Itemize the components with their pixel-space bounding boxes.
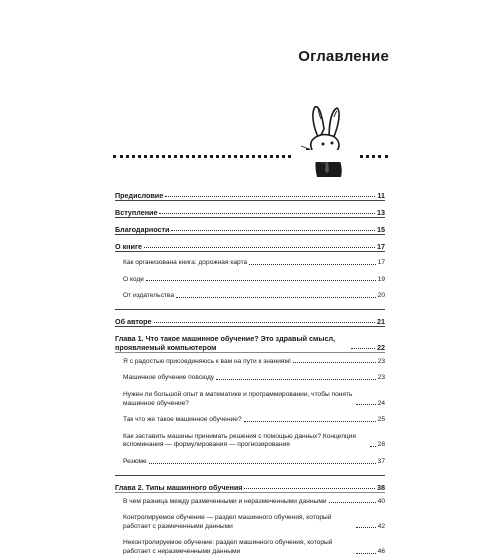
toc-subentry-page: 25 — [377, 416, 385, 424]
toc-subentry-label: От издательства — [123, 292, 175, 300]
toc-entry-page: 17 — [377, 242, 385, 251]
toc-chapter[interactable] — [115, 483, 385, 492]
toc-subentry[interactable] — [115, 416, 385, 425]
dot-leader — [356, 553, 376, 554]
toc-subentry-page: 20 — [377, 292, 385, 300]
dot-leader — [216, 379, 376, 380]
toc-subentry-label: Контролируемое обучение — раздел машинного обучения, который работает с размеченными данными — [123, 514, 355, 531]
toc-entry-page: 13 — [377, 208, 385, 217]
table-of-contents — [115, 191, 385, 557]
dot-leader — [329, 502, 376, 503]
toc-subentry-page: 42 — [377, 522, 385, 530]
toc-entry-label: Предисловие — [115, 191, 164, 200]
toc-subentry[interactable] — [115, 276, 385, 285]
toc-subentry-label: Так что же такое машинное обучение? — [123, 416, 242, 424]
dot-leader — [370, 446, 376, 447]
toc-entry[interactable] — [115, 191, 385, 200]
toc-subentry-label: Как организована книга: дорожная карта — [123, 259, 248, 266]
toc-entry-label: Вступление — [115, 208, 158, 217]
toc-subentry[interactable] — [115, 358, 385, 367]
toc-subentry-label: Я с радостью присоединяюсь к вам на пути к знаниям! — [123, 357, 291, 365]
rabbit-in-suit-icon — [297, 105, 355, 177]
dot-leader — [165, 196, 375, 197]
dot-leader — [146, 280, 376, 281]
dot-leader — [293, 362, 376, 363]
toc-chapter-label: Глава 1. Что такое машинное обучение? Это здравый смысл, проявляемый компьютером — [115, 334, 350, 352]
dot-leader — [356, 527, 376, 528]
toc-entry-page: 21 — [377, 316, 385, 326]
toc-entry-label: О книге — [115, 242, 142, 251]
dot-leader — [244, 488, 375, 489]
dot-leader — [154, 322, 375, 323]
toc-subentry[interactable] — [115, 498, 385, 507]
page-title: Оглавление — [298, 48, 389, 65]
toc-entry[interactable] — [115, 317, 385, 326]
dot-leader — [249, 264, 375, 265]
toc-entry-page: 15 — [377, 225, 385, 234]
toc-subentry[interactable] — [115, 433, 385, 450]
toc-entry[interactable] — [115, 225, 385, 234]
dot-leader — [244, 421, 376, 422]
dot-leader — [144, 247, 375, 248]
toc-subentry-label: Как заставить машины принимать решения с помощью данных? Концепция вспоминания — формулирования — прогнозирования — [123, 433, 369, 450]
toc-chapter-page: 38 — [377, 482, 385, 492]
dot-leader — [159, 213, 375, 214]
toc-subentry-page: 28 — [377, 441, 385, 449]
toc-subentry[interactable] — [115, 292, 385, 301]
toc-subentry-page: 17 — [377, 259, 385, 266]
toc-entry-label: Благодарности — [115, 225, 170, 234]
toc-entry[interactable] — [115, 242, 385, 251]
toc-subentry[interactable] — [115, 539, 385, 556]
toc-subentry[interactable] — [115, 391, 385, 408]
toc-chapter-page: 22 — [377, 342, 385, 352]
toc-subentry[interactable] — [115, 458, 385, 467]
toc-subentry[interactable] — [115, 374, 385, 383]
toc-subentry-page: 23 — [377, 357, 385, 365]
toc-subentry-page: 19 — [377, 275, 385, 283]
toc-chapter[interactable] — [115, 334, 385, 352]
toc-chapter-label: Глава 2. Типы машинного обучения — [115, 482, 243, 492]
toc-entry-label: Об авторе — [115, 316, 152, 326]
toc-subentry[interactable] — [115, 514, 385, 531]
toc-subentry[interactable] — [115, 259, 385, 268]
dot-leader — [176, 297, 376, 298]
toc-subentry-page: 46 — [377, 547, 385, 555]
toc-subentry-label: Неконтролируемое обучение: раздел машинного обучения, который работает с неразмеченными данными — [123, 539, 355, 556]
toc-entry-page: 11 — [377, 191, 385, 200]
toc-subentry-label: В чем разница между размеченными и неразмеченными данными — [123, 497, 327, 505]
toc-subentry-label: Нужен ли большой опыт в математике и программировании, чтобы понять машинное обучение? — [123, 391, 355, 408]
toc-subentry-page: 37 — [377, 457, 385, 465]
toc-subentry-label: Машинное обучение повсюду — [123, 374, 215, 382]
dot-leader — [171, 230, 375, 231]
toc-subentry-label: О коде — [123, 275, 144, 283]
toc-entry[interactable] — [115, 208, 385, 217]
dot-leader — [149, 463, 376, 464]
toc-subentry-page: 23 — [377, 374, 385, 382]
dot-leader — [351, 348, 375, 349]
toc-subentry-page: 40 — [377, 497, 385, 505]
toc-subentry-page: 24 — [377, 399, 385, 407]
dot-leader — [356, 404, 376, 405]
toc-subentry-label: Резюме — [123, 457, 147, 465]
